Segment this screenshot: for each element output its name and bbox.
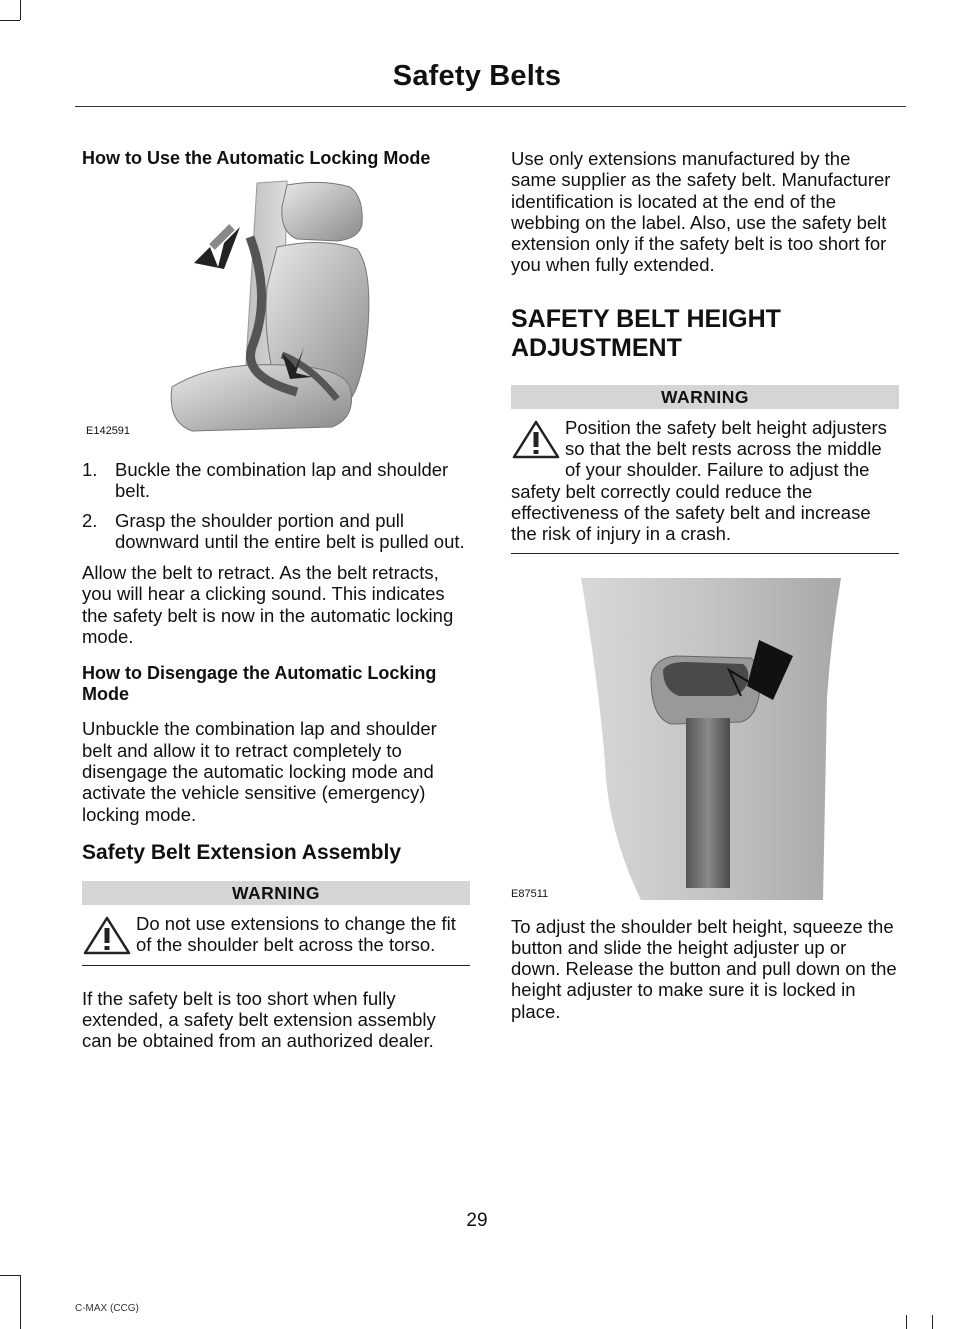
list-item [82, 510, 470, 553]
warning-text: Position the safety belt height adjusters so that the belt rests across the middle of your shoulder. Failure to adjust the safety belt correctly could reduce the effectiveness of the safety belt and increase the risk of injury in a crash. [511, 416, 887, 545]
warning-banner: WARNING [511, 385, 899, 409]
crop-mark [0, 20, 20, 21]
footer-code: C-MAX (CCG) [75, 1303, 139, 1314]
pillar-illustration [511, 578, 899, 900]
figure-code: E87511 [511, 887, 549, 900]
warning-box [511, 417, 899, 553]
alm-paragraph: Allow the belt to retract. As the belt retracts, you will hear a clicking sound. This indicates the safety belt is now in the automatic locking mode. [82, 562, 454, 648]
seat-illustration [82, 177, 470, 441]
extension-heading: Safety Belt Extension Assembly [82, 840, 401, 864]
page-title: Safety Belts [392, 60, 562, 92]
crop-mark [906, 1315, 907, 1329]
step-text: Grasp the shoulder portion and pull downward until the entire belt is pulled out. [115, 509, 465, 552]
disengage-paragraph: Unbuckle the combination lap and shoulder belt and allow it to retract completely to disengage the automatic locking mode and activate the vehicle sensitive (emergency) locking mode. [82, 718, 437, 825]
warning-divider [82, 965, 470, 966]
alm-heading: How to Use the Automatic Locking Mode [82, 148, 431, 168]
seat-belt-figure [82, 177, 470, 441]
height-adjuster-figure [511, 578, 899, 900]
figure-code: E142591 [86, 425, 131, 437]
disengage-heading: How to Disengage the Automatic Locking Mode [82, 663, 437, 705]
step-number: 1. [82, 459, 98, 480]
crop-mark [0, 1275, 20, 1276]
warning-box [82, 913, 470, 965]
height-paragraph: To adjust the shoulder belt height, squeeze the button and slide the height adjuster up or down. Release the button and pull down on the height adjuster to make sure it is locked in place. [511, 915, 897, 1022]
step-text: Buckle the combination lap and shoulder belt. [115, 459, 449, 502]
header-divider [75, 106, 906, 107]
crop-mark [932, 1315, 933, 1329]
step-number: 2. [82, 509, 98, 531]
crop-mark [20, 1275, 21, 1329]
warning-triangle-icon [82, 915, 132, 957]
warning-divider [511, 553, 899, 554]
list-item [82, 459, 470, 502]
left-column [82, 148, 470, 1052]
right-column [511, 148, 899, 1022]
warning-banner: WARNING [82, 881, 470, 905]
page-number: 29 [466, 1210, 488, 1231]
crop-mark [20, 0, 21, 20]
warning-triangle-icon [511, 419, 561, 461]
extension-paragraph: If the safety belt is too short when fully extended, a safety belt extension assembly can be obtained from an authorized dealer. [82, 987, 436, 1052]
extension-paragraph-2: Use only extensions manufactured by the same supplier as the safety belt. Manufacturer identification is located at the end of the webbing on the label. Also, use the safety belt extension only if the safety belt is too short for you when fully extended. [511, 148, 891, 276]
steps-list [82, 459, 470, 552]
warning-text: Do not use extensions to change the fit of the shoulder belt across the torso. [136, 912, 456, 956]
height-heading: SAFETY BELT HEIGHT ADJUSTMENT [511, 304, 781, 362]
